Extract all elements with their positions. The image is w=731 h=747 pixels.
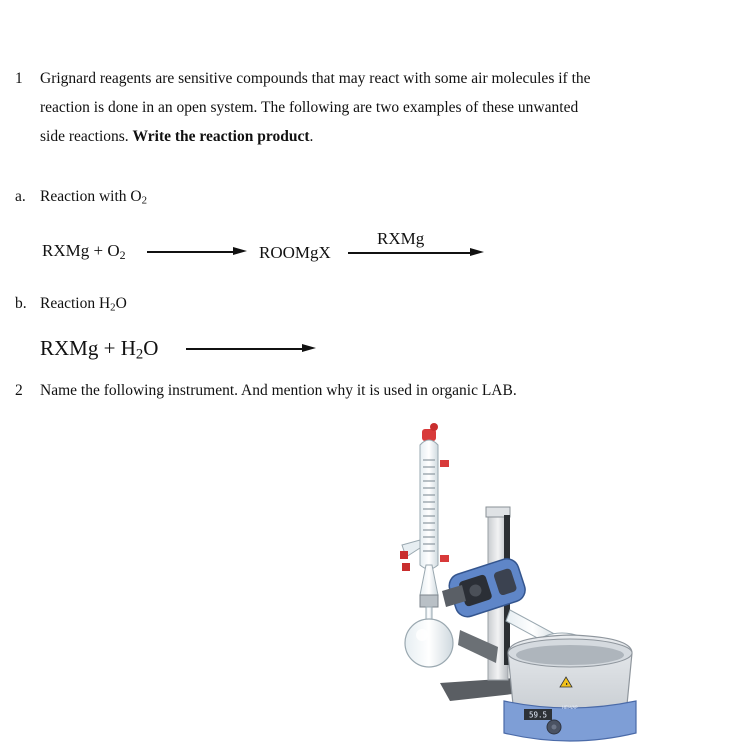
part-a-label: a. <box>15 188 26 205</box>
reaction-a-reactants: RXMg + $O_2$ <box>42 241 126 262</box>
question-1-number: 1 <box>15 70 23 87</box>
display-label: HEI-VAP <box>562 705 578 710</box>
rotary-evaporator-image <box>380 415 650 747</box>
question-2-number: 2 <box>15 382 23 399</box>
reaction-b-arrow <box>186 348 306 350</box>
condenser-coil <box>420 440 438 569</box>
instruction-bold: Write the reaction product <box>132 128 310 145</box>
question-1-line-2: reaction is done in an open system. The following are two examples of these unwanted <box>40 99 579 116</box>
part-b-title: Reaction $H_2O$ <box>40 295 127 314</box>
reaction-a-intermediate: ROOMgX <box>259 243 331 262</box>
question-2-text: Name the following instrument. And mention why it is used in organic LAB. <box>40 382 517 399</box>
reaction-b-arrow-head <box>302 344 316 352</box>
question-1-line-3: side reactions. Write the reaction product. <box>40 128 314 145</box>
reaction-a-arrow-1 <box>147 251 237 253</box>
reaction-a-arrow-2-head <box>470 248 484 256</box>
reaction-a-arrow-2 <box>348 252 474 254</box>
part-b-label: b. <box>15 295 27 312</box>
reaction-a-reagent: RXMg <box>377 229 425 248</box>
question-1-line-1: Grignard reagents are sensitive compounds that may react with some air molecules if the <box>40 70 591 87</box>
receiving-flask <box>405 619 453 667</box>
part-a-title: Reaction with $O_2$ <box>40 188 148 207</box>
display-reading: 59.5 <box>528 710 548 720</box>
reaction-b-reactants: RXMg + $H_2O$ <box>40 336 159 363</box>
reaction-a-arrow-1-head <box>233 247 247 255</box>
